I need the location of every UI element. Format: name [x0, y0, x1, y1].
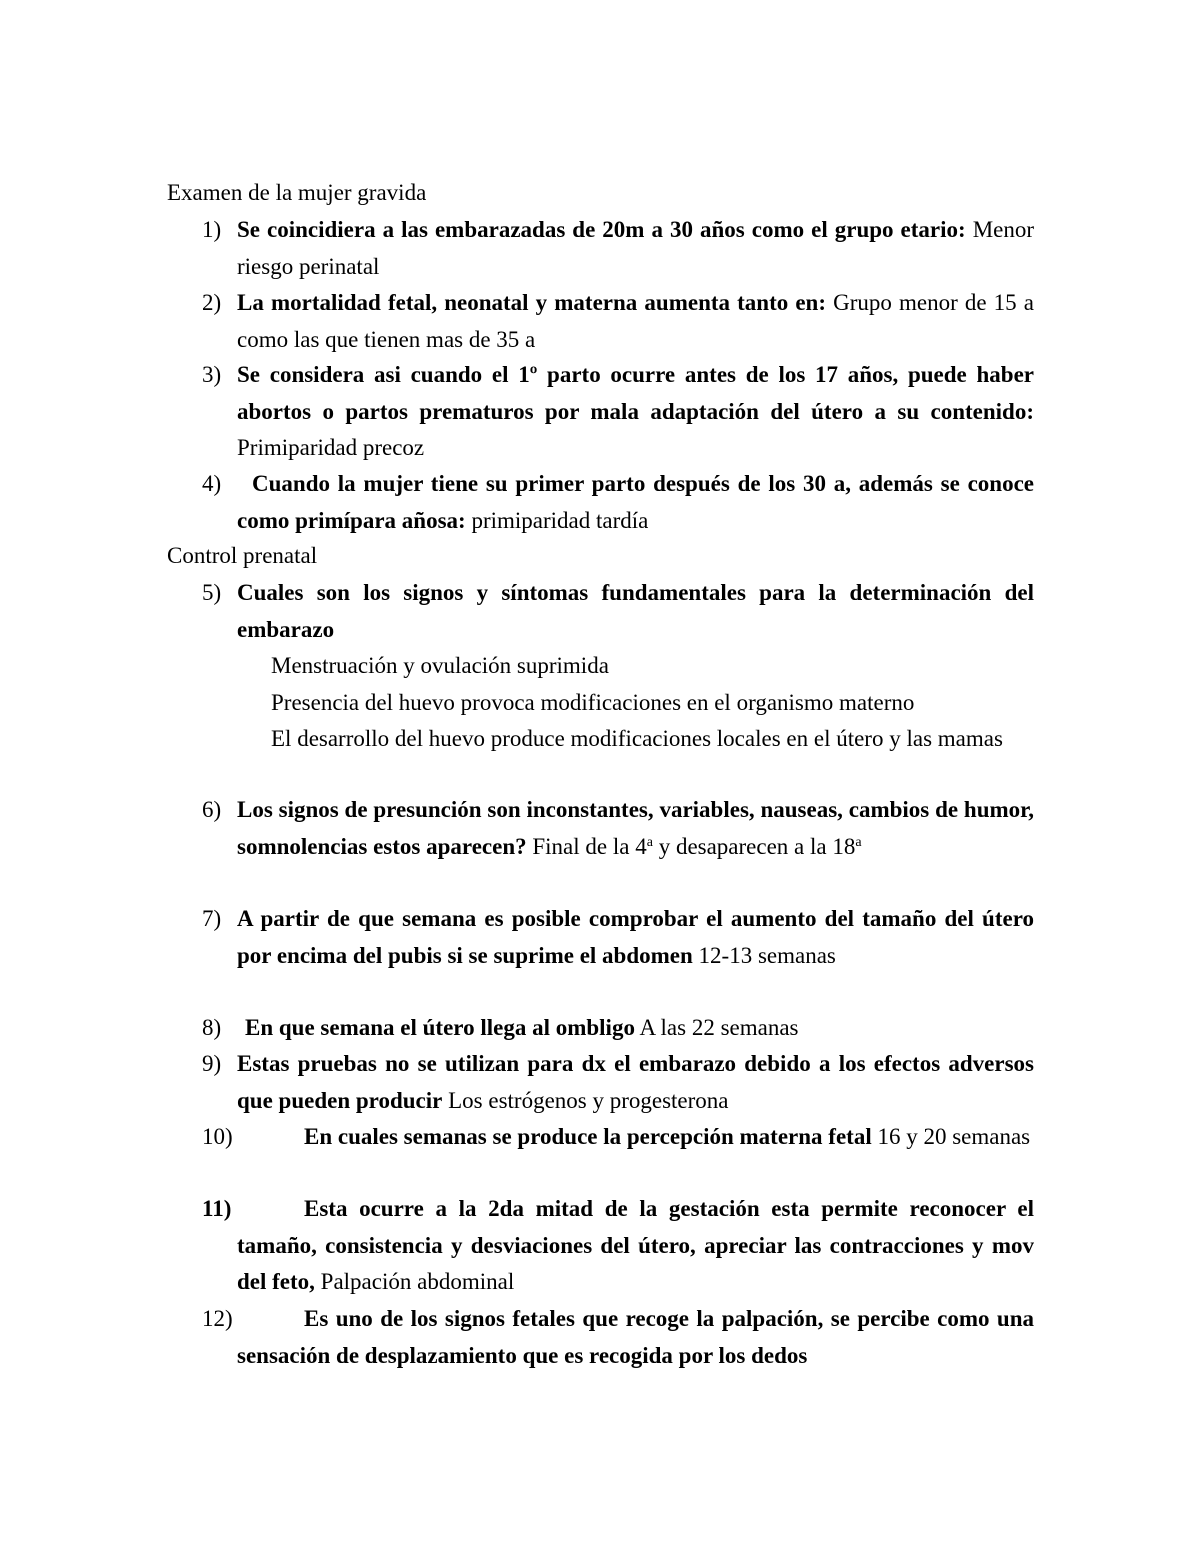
question-text: Se considera asi cuando el 1º parto ocurre antes de los 17 años, puede haber abortos o partos prematuros por mala adaptación del útero a su contenido: [237, 362, 1034, 424]
question-number: 6) [202, 797, 222, 822]
question-number: 5) [202, 580, 222, 605]
question-number: 7) [202, 906, 222, 931]
question-number: 8) [202, 1015, 222, 1040]
answer-text: Primiparidad precoz [237, 435, 425, 460]
answer-text: Final de la 4 [532, 833, 647, 859]
answer-text: 12-13 semanas [698, 942, 836, 968]
question-number: 11) [202, 1196, 232, 1221]
ordinal-superscript: a [855, 834, 862, 850]
section-title-examen: Examen de la mujer gravida [167, 180, 427, 205]
answer-text: Los estrógenos y progesterona [448, 1087, 729, 1113]
question-number: 3) [202, 362, 222, 387]
question-text: La mortalidad fetal, neonatal y materna aumenta tanto en: [237, 290, 827, 315]
answer-text: Grupo menor de 15 a como las que tienen mas de 35 a [237, 290, 1034, 352]
question-text: Los signos de presunción son inconstantes, variables, nauseas, cambios de humor, somnolencias estos aparecen? [237, 797, 1034, 859]
question-text: Esta ocurre a la 2da mitad de la gestación esta permite reconocer el tamaño, consistencia y desviaciones del útero, apreciar las contracciones y mov del feto, [237, 1196, 1034, 1294]
answer-line: El desarrollo del huevo produce modificaciones locales en el útero y las mamas [271, 726, 1003, 751]
question-number: 4) [202, 471, 222, 496]
answer-line: Presencia del huevo provoca modificaciones en el organismo materno [271, 689, 915, 715]
question-text: Se coincidiera a las embarazadas de 20m a 30 años como el grupo etario: [237, 217, 966, 242]
question-text: Es uno de los signos fetales que recoge la palpación, se percibe como una sensación de desplazamiento que es recogida por los dedos [237, 1306, 1034, 1368]
question-number: 12) [202, 1306, 233, 1331]
ordinal-superscript: a [646, 834, 653, 850]
question-text: Cuando la mujer tiene su primer parto después de los 30 a, además se conoce como primípara añosa: [237, 471, 1034, 533]
question-text: En cuales semanas se produce la percepción materna fetal [304, 1124, 872, 1149]
section-title-control-prenatal: Control prenatal [167, 543, 318, 568]
question-number: 9) [202, 1051, 222, 1076]
question-text: A partir de que semana es posible comprobar el aumento del tamaño del útero por encima del pubis si se suprime el abdomen [237, 906, 1034, 968]
question-number: 2) [202, 290, 222, 315]
question-text: En que semana el útero llega al ombligo [245, 1015, 635, 1040]
answer-text: Menor riesgo perinatal [237, 217, 1035, 279]
answer-text: y desaparecen a la 18 [658, 833, 856, 859]
answer-text: A las 22 semanas [639, 1015, 799, 1040]
question-number: 10) [202, 1124, 233, 1149]
answer-text: Palpación abdominal [320, 1269, 515, 1294]
question-text: Estas pruebas no se utilizan para dx el embarazo debido a los efectos adversos que pueden producir [237, 1051, 1034, 1113]
answer-text: primiparidad tardía [471, 507, 649, 533]
answer-text: 16 y 20 semanas [877, 1124, 1031, 1149]
answer-line: Menstruación y ovulación suprimida [271, 653, 609, 678]
question-text: Cuales son los signos y síntomas fundamentales para la determinación del embarazo [237, 580, 1034, 642]
question-number: 1) [202, 217, 222, 242]
